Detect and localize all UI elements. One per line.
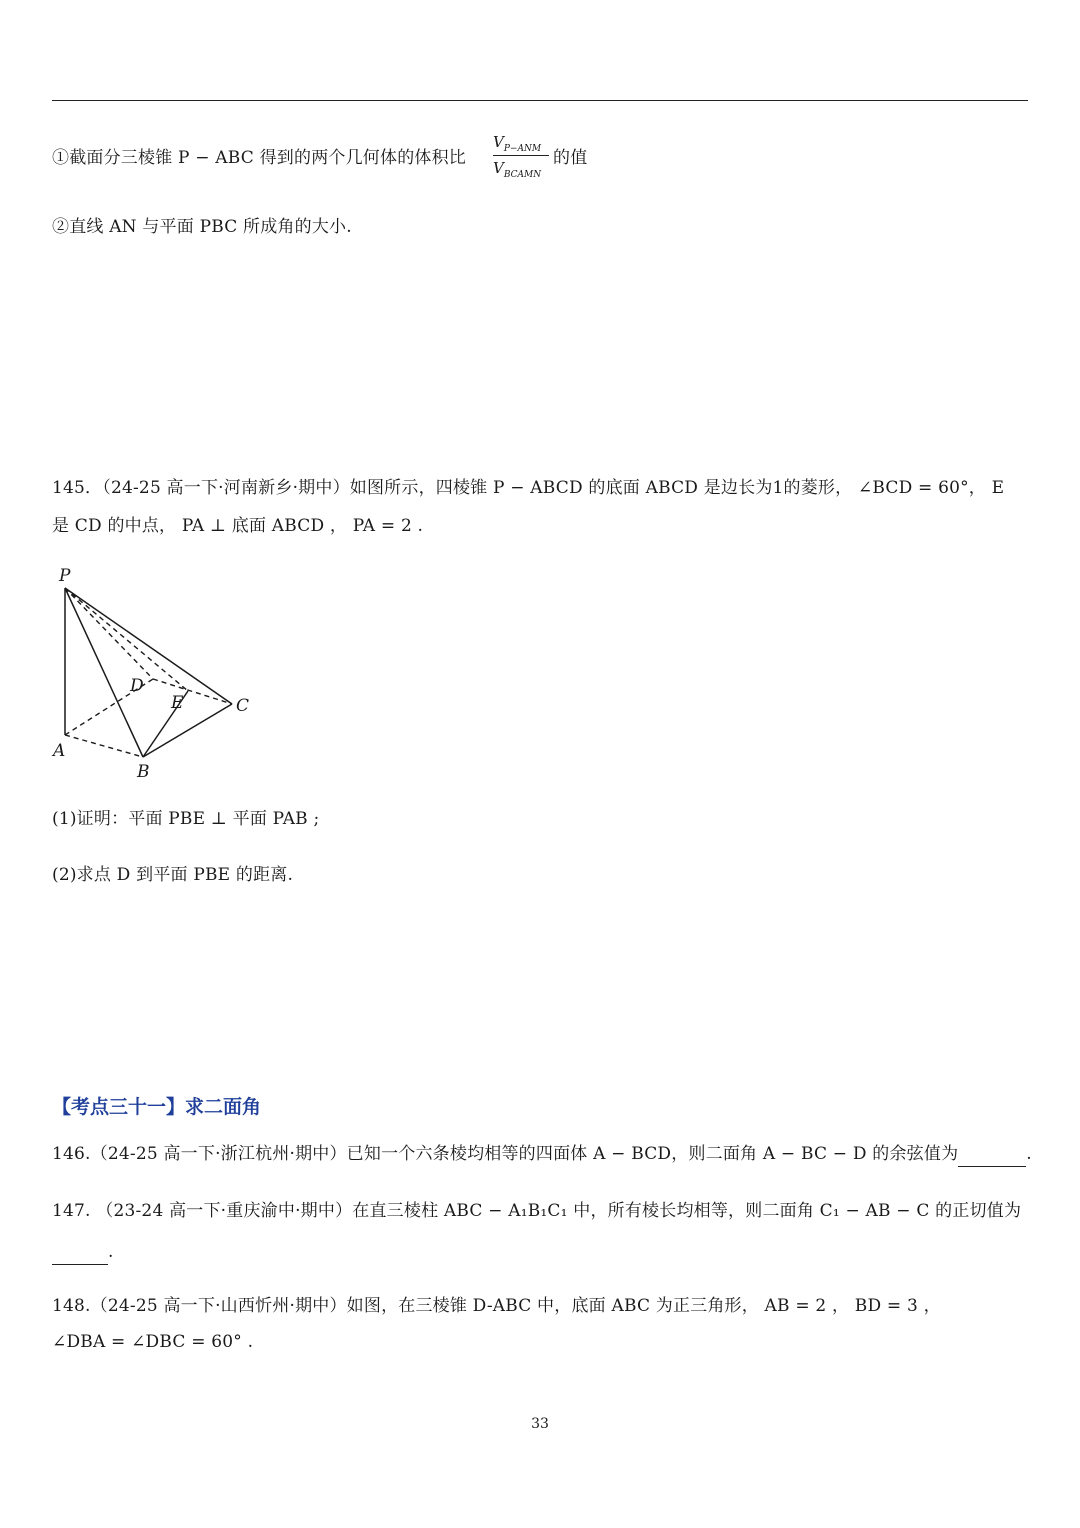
fraction-numerator: V — [493, 133, 504, 151]
q145-part2: (2)求点 D 到平面 PBE 的距离. — [52, 865, 294, 885]
q146-end: . — [1026, 1144, 1032, 1164]
q147-answer-blank — [52, 1240, 108, 1265]
section-heading: 【考点三十一】求二面角 — [52, 1096, 262, 1118]
label-P: P — [59, 566, 71, 586]
edge-PB — [65, 588, 143, 757]
q144-part1-suffix: 的值 — [553, 148, 588, 168]
fraction-bar — [493, 155, 549, 156]
label-B: B — [137, 762, 150, 782]
fraction-denominator: V — [493, 159, 504, 177]
pyramid-figure — [40, 560, 270, 785]
fraction-denominator-sub: BCAMN — [503, 170, 542, 180]
fraction-numerator-sub: P−ANM — [503, 144, 542, 154]
q148-line2: ∠DBA = ∠DBC = 60° . — [52, 1332, 254, 1352]
q148-line1: 148.（24-25 高一下·山西忻州·期中）如图，在三棱锥 D-ABC 中，底面 ABC 为正三角形， AB = 2 ， BD = 3 ， — [52, 1296, 941, 1316]
page-number: 33 — [531, 1416, 549, 1432]
q146-answer-blank — [958, 1142, 1026, 1167]
label-C: C — [236, 696, 250, 716]
q144-part1 — [52, 146, 466, 170]
q146-text: 146.（24-25 高一下·浙江杭州·期中）已知一个六条棱均相等的四面体 A − BCD，则二面角 A − BC − D 的余弦值为 — [52, 1144, 959, 1164]
q146 — [52, 1142, 1032, 1167]
edge-PE — [65, 588, 188, 691]
label-E: E — [171, 693, 184, 713]
label-D: D — [130, 676, 144, 696]
edge-PD — [65, 588, 153, 679]
edge-DC — [153, 679, 232, 704]
q147-line1: 147. （23-24 高一下·重庆渝中·期中）在直三棱柱 ABC − A₁B₁C₁ 中，所有棱长均相等，则二面角 C₁ − AB − C 的正切值为 — [52, 1201, 1022, 1221]
edge-BC — [143, 704, 232, 757]
q145-line2: 是 CD 的中点， PA ⊥ 底面 ABCD ， PA = 2 . — [52, 516, 424, 536]
q145-line1: 145．（24-25 高一下·河南新乡·期中）如图所示，四棱锥 P − ABCD 的底面 ABCD 是边长为1的菱形， ∠BCD = 60°， E — [52, 478, 1005, 498]
edge-PC — [65, 588, 232, 704]
q144-part1-text: ①截面分三棱锥 P − ABC 得到的两个几何体的体积比 — [52, 148, 466, 168]
q147-line2 — [52, 1240, 114, 1265]
header-rule — [52, 100, 1028, 101]
q147-end: . — [108, 1242, 114, 1262]
edge-AB — [65, 735, 143, 757]
q144-part2: ②直线 AN 与平面 PBC 所成角的大小. — [52, 217, 352, 237]
q145-part1: (1)证明：平面 PBE ⊥ 平面 PAB ; — [52, 809, 320, 829]
label-A: A — [53, 741, 66, 761]
